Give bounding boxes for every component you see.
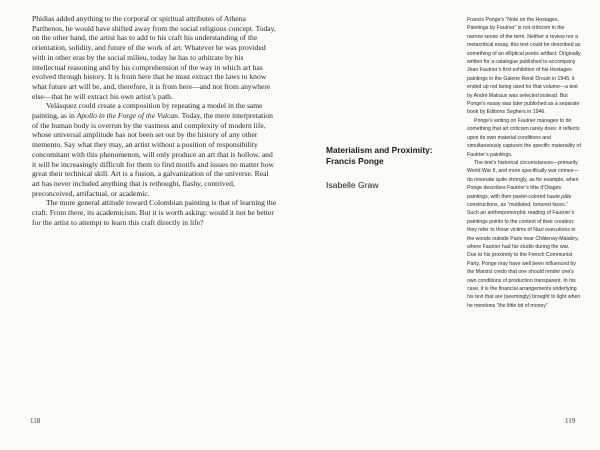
article-header [326,145,446,191]
body-paragraph [32,101,277,198]
body-paragraph [467,117,581,159]
page-number: 119 [565,417,576,425]
text-run: Francis Ponge’s “Note on the Hostages, Paintings by Fautrier” is not criticism in the narrow sense of the term. Neither a review nor a metacritical essay, this text could be described as something of an elliptical poetic artifact. Originally written for a catalogue published to accompany Jean Fautrier’s first exhibition of his Hostages paintings in the Galerie René Drouin in 1945, it ended up not being used for that volume—a text by André Malraux was selected instead. But Ponge’s essay was later published as a separate book by Editions Seghers in 1946. [467,17,581,116]
body-paragraph [32,14,277,101]
text-run: . Today, the mere interpretation of the human body is overrun by the vastness and complexity of modern life, whose universal amplitude has not been set out by the history of any other memento. Say what they may, an artist without a position of responsibility concomitant with this phenomenon, will only produce an art that is hollow, and it will be increasingly difficult for them to find motifs and issues no matter how great their technical skill. Art is a fusion, a galvanization of the universe. Real art has never included anything that is rethought, flashy, contrived, preconceived, artifactual, or academic. [32,111,274,198]
article-author: Isabelle Graw [326,180,379,191]
text-run: Phidias added anything to the corporal or spiritual attributes of Athena Parthenos, he would have shifted away from the social religious concept. Today, on the other hand, the artist has to add to his craft his understanding of the orientation, solidity, and future of the work of art. Whatever he was provided with in other eras by the social milieu, today he has to arbitrate by his intellectual reasoning and by his comprehension of the way in which art has evolved through history. It is from here that he must extract the laws to know what future art will be, and, therefore, it is from here—and not from anywhere else—that he will extract his own artist’s path. [32,14,276,101]
text-run: simultaneously captures the specific materiality of Fautrier’s paintings. [467,143,581,158]
article-title: Materialism and Proximity: Francis Ponge [326,145,433,166]
emphasis-text: and [542,134,551,141]
body-paragraph [467,16,581,117]
page-number: 118 [30,417,41,425]
right-page [300,0,600,450]
text-run: The more general attitude toward Colombian painting is that of learning the craft. From there, its academicism. But it is worth asking: would it not be better for the artist to attempt to learn this craft directly in life? [32,198,277,227]
text-run: Due to his proximity to the French Communist Party, Ponge may have well been influenced by the Marxist credo that one should render one’s own conditions of production transparent. In his case, it is the financial arrangements underlying his text that are (seemingly) brought to light when he mentions “the little bit of money” [467,252,581,309]
emphasis-text: haute pâte [546,193,572,200]
text-run: Velásquez could create a composition by repeating a model in the same painting, as in [32,101,263,121]
body-paragraph [467,159,581,251]
text-run: constructions, as “mutilated, tortured faces.” Such an anthropomorphic reading of Fautrier’s paintings points to the context of their creation: they refer to those victims of Nazi executions in the woods outside Paris near Châtenay-Malabry, where Fautrier had his studio during the war. [467,201,579,250]
text-run: Ponge’s writing on Fautrier manages to do something that art criticism rarely does: it reflects upon its own material conditions [467,117,580,141]
artwork-title: Apollo in the Forge of the Vulcan [76,111,178,121]
body-paragraph [467,251,581,310]
right-body-text [467,16,581,310]
body-paragraph [32,198,277,227]
text-run: The text’s historical circumstances—primarily World War II, and more specifically war crimes—do resonate quite strongly, as for example, when Ponge describes Fautrier’s tête d’Otages paintings, with their pastel-colored [467,159,579,200]
left-body-text [32,14,277,227]
